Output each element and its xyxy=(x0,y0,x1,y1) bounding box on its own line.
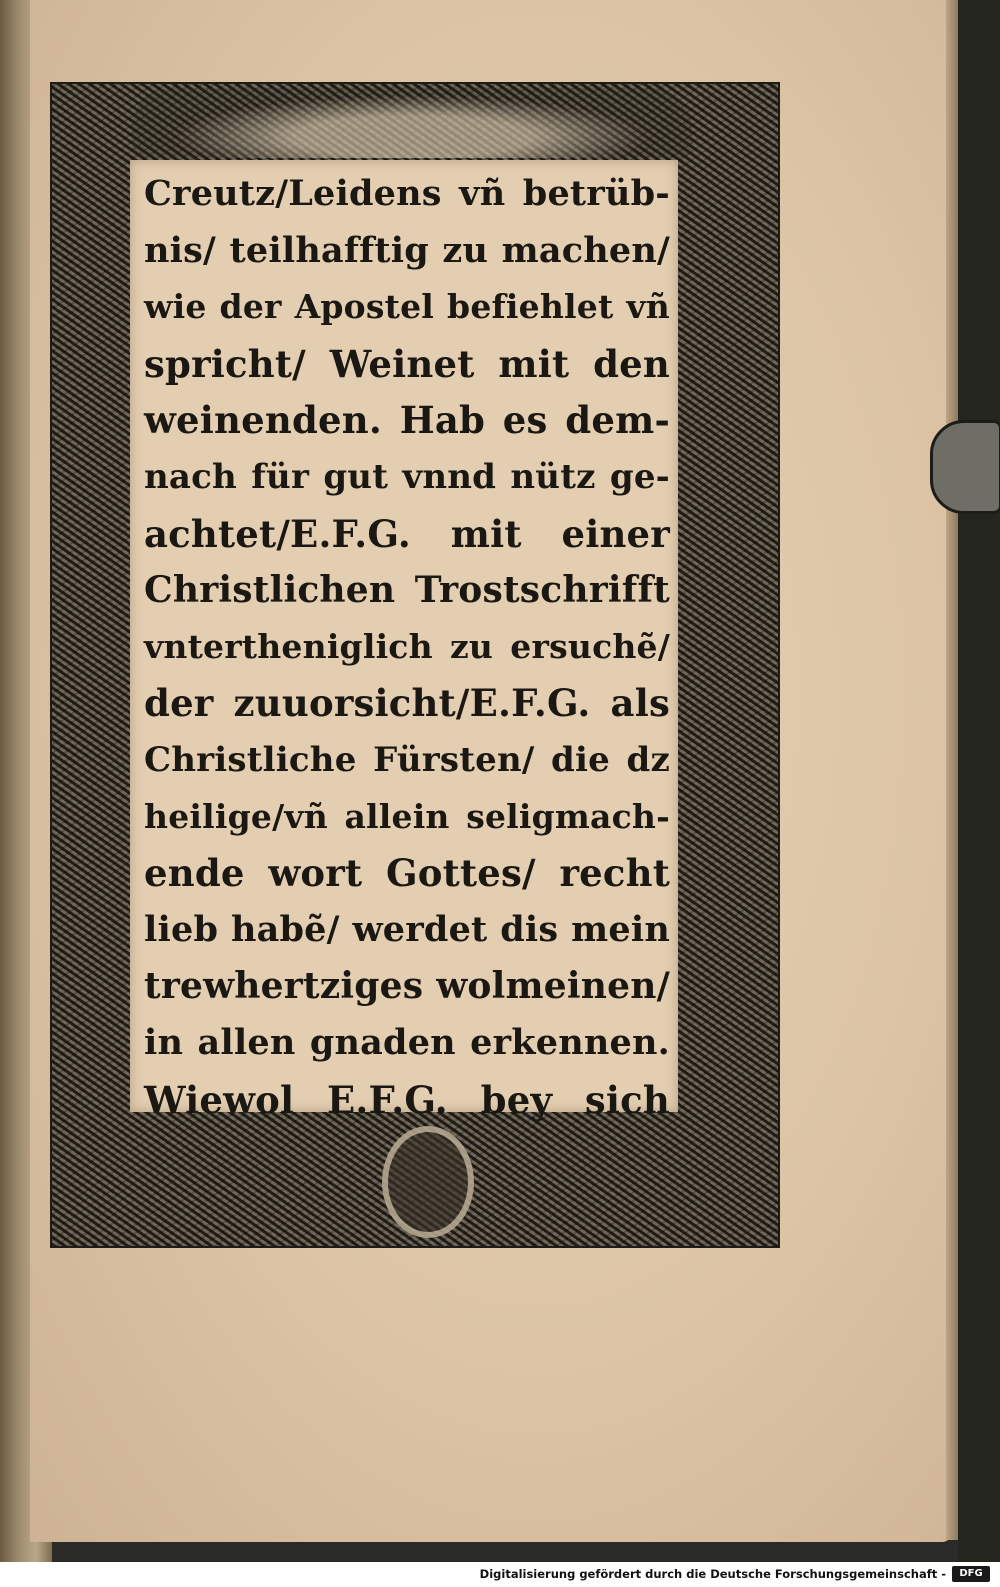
text-line: Wiewol E.F.G. bey sich xyxy=(144,1077,670,1122)
scan-background xyxy=(958,0,1000,1562)
text-line: lieb habẽ/ werdet dis mein xyxy=(144,908,670,950)
text-line: der zuuorsicht/E.F.G. als xyxy=(144,681,670,726)
page-clip xyxy=(930,420,1000,514)
top-ornament xyxy=(132,88,692,158)
text-line: achtet/E.F.G. mit einer xyxy=(144,511,670,556)
dfg-logo: DFG xyxy=(952,1566,990,1582)
text-line: Creutz/Leidens vñ betrüb- xyxy=(144,173,670,214)
text-line: heilige/vñ allein seligmach- xyxy=(144,796,670,836)
text-block xyxy=(130,160,678,1122)
text-line: Christlichen Trostschrifft xyxy=(144,569,670,612)
text-line: weinenden. Hab es dem- xyxy=(144,398,670,443)
footer-bar xyxy=(0,1562,1000,1587)
text-line: ende wort Gottes/ recht xyxy=(144,851,670,896)
text-line: trewhertziges wolmeinen/ xyxy=(144,965,670,1008)
text-line: vntertheniglich zu ersuchẽ/ xyxy=(144,626,670,666)
page-edge xyxy=(946,0,958,1540)
bottom-medallion-ornament xyxy=(382,1126,474,1238)
text-line: nach für gut vnnd nütz ge- xyxy=(144,456,670,497)
page-body-text xyxy=(144,166,670,1128)
text-line: wie der Apostel befiehlet vñ xyxy=(144,287,670,327)
funding-credit: Digitalisierung gefördert durch die Deutsche Forschungsgemeinschaft - xyxy=(479,1567,946,1581)
text-line: spricht/ Weinet mit den xyxy=(144,341,670,386)
text-line: Christliche Fürsten/ die dz xyxy=(144,739,670,780)
text-line: in allen gnaden erkennen. xyxy=(144,1021,670,1063)
text-line: nis/ teilhafftig zu machen/ xyxy=(144,229,670,271)
